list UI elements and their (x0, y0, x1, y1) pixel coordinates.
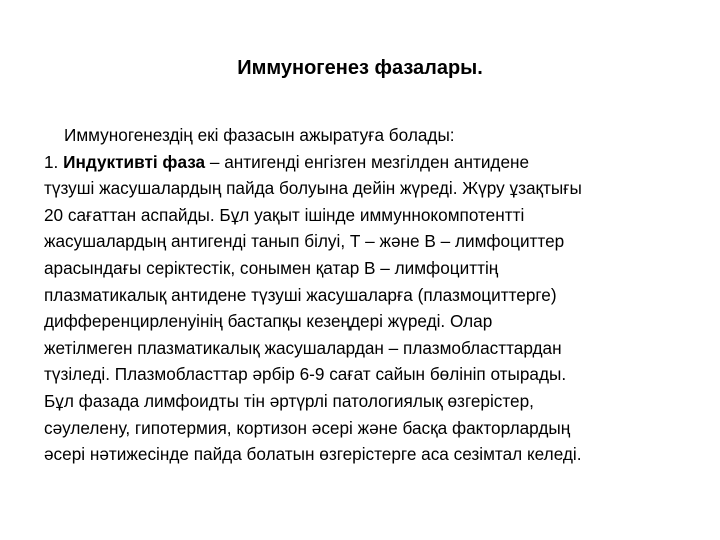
item-term: Индуктивті фаза (63, 151, 206, 172)
intro-line: Иммуногенездің екі фазасын ажыратуға болады: (64, 125, 455, 145)
item-number: 1. (44, 151, 64, 172)
body-line: әсері нәтижесінде пайда болатын өзгерістерге аса сезімтал келеді. (44, 444, 582, 465)
body-line: түзуші жасушалардың пайда болуына дейін жүреді. Жүру ұзақтығы (44, 178, 582, 199)
slide-body (44, 122, 684, 468)
body-line: дифференцирленуінің бастапқы кезеңдері жүреді. Олар (44, 311, 493, 332)
body-line: сәулелену, гипотермия, кортизон әсері және басқа факторлардың (44, 417, 571, 438)
slide-title: Иммуногенез фазалары. (237, 57, 483, 79)
body-line: жетілмеген плазматикалық жасушалардан – плазмобласттардан (44, 337, 562, 358)
body-line: – антигенді енгізген мезгілден антидене (205, 151, 530, 172)
body-line: түзіледі. Плазмобласттар әрбір 6-9 сағат сайын бөлініп отырады. (44, 364, 567, 385)
item-first-line (44, 149, 684, 176)
body-line: Бұл фазада лимфоидты тін әртүрлі патологиялық өзгерістер, (44, 390, 534, 411)
body-line: арасындағы серіктестік, сонымен қатар В – лимфоциттің (44, 257, 499, 278)
body-line: 20 сағаттан аспайды. Бұл уақыт ішінде иммуннокомпотентті (44, 204, 525, 225)
body-line: жасушалардың антигенді танып білуі, Т – және В – лимфоциттер (44, 231, 565, 252)
body-line: плазматикалық антидене түзуші жасушаларға (плазмоциттерге) (44, 284, 557, 305)
